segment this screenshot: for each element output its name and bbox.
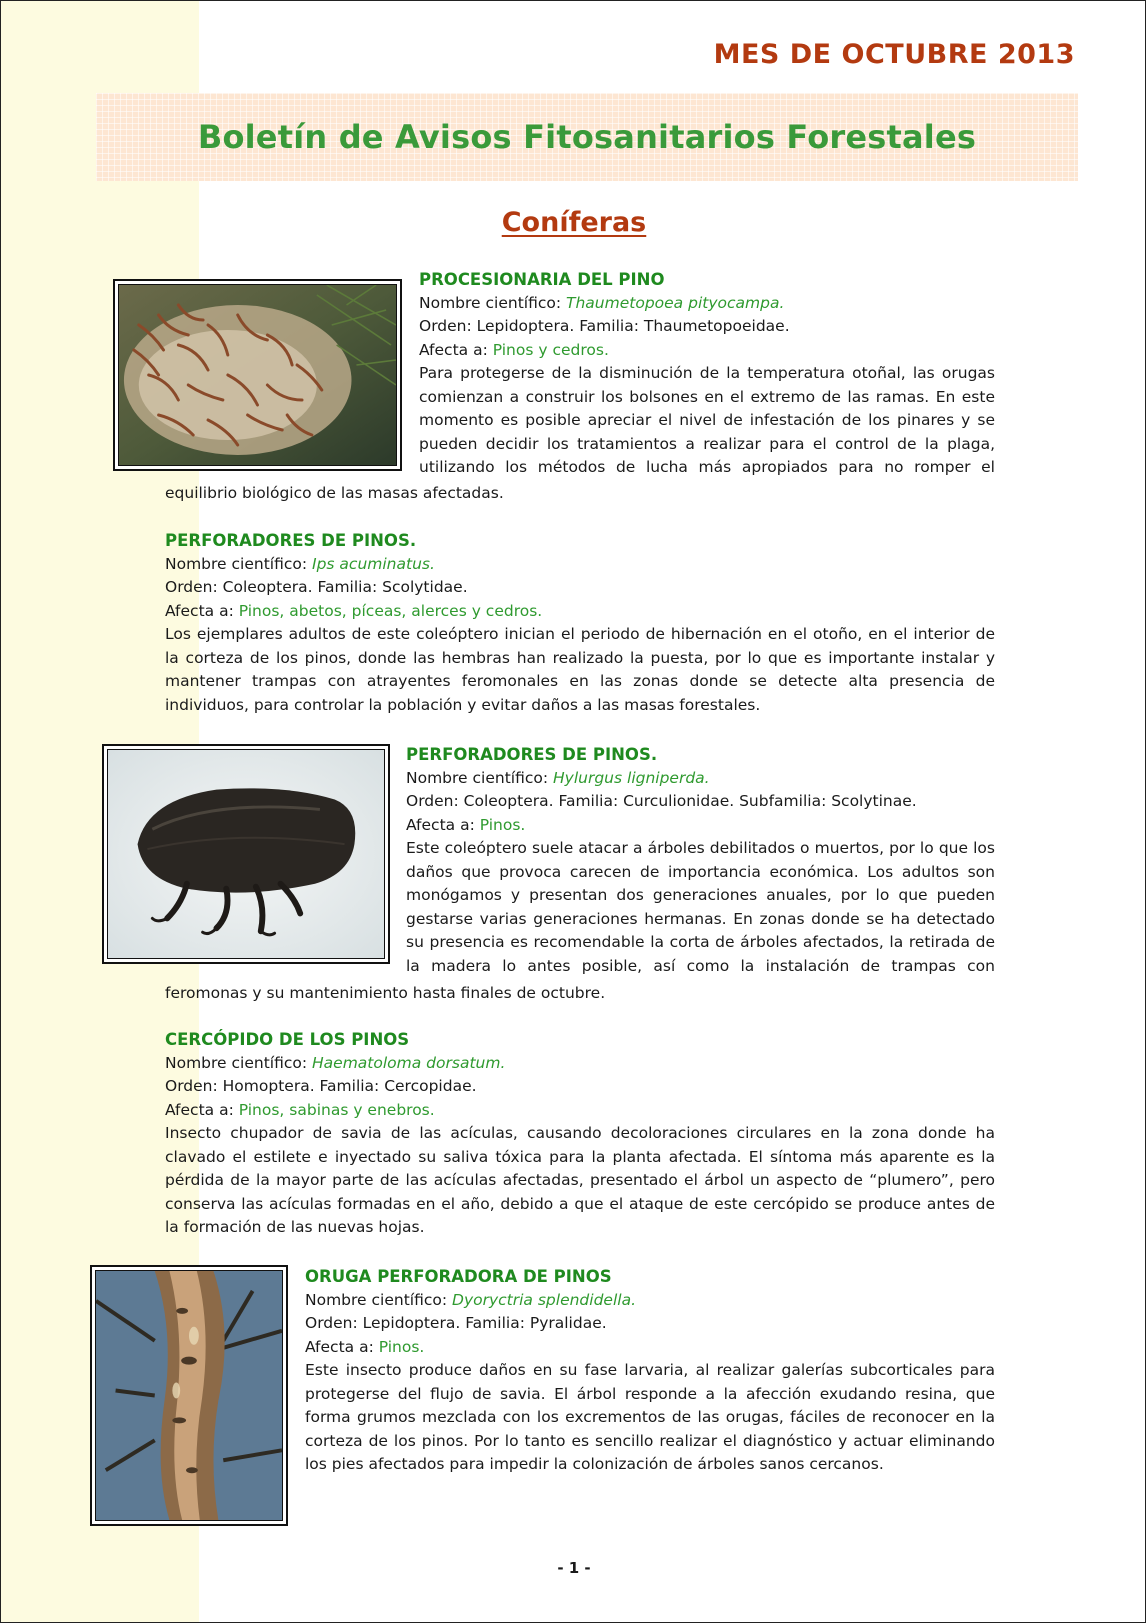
pest-2-block [165, 529, 995, 717]
pine-trunk-image [96, 1271, 282, 1520]
pest-5-scientific-name: Dyoryctria splendidella. [452, 1290, 636, 1309]
pest-2-affects: Pinos, abetos, píceas, alerces y cedros. [238, 601, 543, 620]
pest-4-scientific-label: Nombre científico: [165, 1053, 308, 1072]
pest-2-affects-line [165, 600, 995, 624]
pest-4-affects-line [165, 1099, 995, 1123]
pest-2-description: Los ejemplares adultos de este coleóptero inician el periodo de hibernación en el otoño, en el interior de la corteza de los pinos, donde las hembras han realizado la puesta, por lo que es importante instalar y mantener trampas con atrayentes feromonales en las zonas donde se detecte alta presencia de individuos, para controlar la población y evitar daños a las masas forestales. [165, 625, 995, 714]
pest-3-affects-label: Afecta a: [406, 815, 475, 834]
pest-1-description: Para protegerse de la disminución de la temperatura otoñal, las orugas comienzan a construir los bolsones en el extremo de las ramas. En este momento es posible apreciar el nivel de infestación de los pinares y se pueden decidir los tratamientos a realizar para el control de la plaga, utilizando los métodos de lucha más apropiados para no romper el [419, 364, 995, 476]
pest-5-order: Orden: Lepidoptera. Familia: Pyralidae. [305, 1314, 607, 1332]
pest-1-affects-line [419, 339, 995, 363]
pest-1-name: PROCESIONARIA DEL PINO [419, 270, 665, 289]
pest-5-scientific-label: Nombre científico: [305, 1290, 448, 1309]
pest-3-description-tail: feromonas y su mantenimiento hasta finales de octubre. [165, 984, 606, 1002]
processionary-caterpillars-image [119, 285, 396, 465]
pest-3-scientific-line [406, 767, 995, 791]
pest-3-name: PERFORADORES DE PINOS. [406, 745, 658, 764]
pest-3-scientific-name: Hylurgus ligniperda. [553, 768, 710, 787]
pest-1-affects: Pinos y cedros. [492, 340, 609, 359]
bulletin-title: Boletín de Avisos Fitosanitarios Forestales [197, 118, 977, 156]
pest-1-block [419, 268, 995, 480]
pest-5-affects-label: Afecta a: [305, 1337, 374, 1356]
pest-3-order: Orden: Coleoptera. Familia: Curculionidae. Subfamilia: Scolytinae. [406, 792, 917, 810]
pest-3-scientific-label: Nombre científico: [406, 768, 549, 787]
page-number: - 1 - [557, 1559, 591, 1577]
pest-4-block [165, 1028, 995, 1240]
pest-5-scientific-line [305, 1289, 995, 1313]
pest-1-affects-label: Afecta a: [419, 340, 488, 359]
pest-4-name: CERCÓPIDO DE LOS PINOS [165, 1030, 410, 1049]
pest-2-order: Orden: Coleoptera. Familia: Scolytidae. [165, 578, 468, 596]
pest-2-scientific-label: Nombre científico: [165, 554, 308, 573]
pest-5-affects-line [305, 1336, 995, 1360]
pest-3-affects: Pinos. [479, 815, 526, 834]
pest-1-scientific-name: Thaumetopoea pityocampa. [566, 293, 785, 312]
pest-3-description-tail-block [165, 982, 995, 1006]
pest-4-affects-label: Afecta a: [165, 1100, 234, 1119]
pest-4-scientific-line [165, 1052, 995, 1076]
beetle-image [108, 750, 384, 958]
dioryctria-photo [90, 1265, 288, 1526]
pest-1-scientific-label: Nombre científico: [419, 293, 562, 312]
pest-1-description-tail-block [165, 482, 995, 506]
pest-2-scientific-name: Ips acuminatus. [312, 554, 435, 573]
pest-5-block [305, 1265, 995, 1477]
pest-4-affects: Pinos, sabinas y enebros. [238, 1100, 435, 1119]
hylurgus-photo [102, 744, 390, 964]
pest-1-order: Orden: Lepidoptera. Familia: Thaumetopoeidae. [419, 317, 790, 335]
pest-5-affects: Pinos. [378, 1337, 425, 1356]
pest-4-scientific-name: Haematoloma dorsatum. [312, 1053, 506, 1072]
processionary-photo [113, 279, 402, 471]
pest-1-scientific-line [419, 292, 995, 316]
pest-2-scientific-line [165, 553, 995, 577]
pest-2-affects-label: Afecta a: [165, 601, 234, 620]
pest-3-block [406, 743, 995, 978]
bulletin-month: MES DE OCTUBRE 2013 [713, 39, 1075, 70]
pest-5-description: Este insecto produce daños en su fase larvaria, al realizar galerías subcorticales para protegerse del flujo de savia. El árbol responde a la afección exudando resina, que forma grumos mezclada con los excrementos de las orugas, fáciles de reconocer en la corteza de los pinos. Por lo tanto es sencillo realizar el diagnóstico y actuar eliminando los pies afectados para impedir la colonización de árboles sanos cercanos. [305, 1361, 995, 1473]
section-title-conifers: Coníferas [501, 207, 647, 238]
pest-4-order: Orden: Homoptera. Familia: Cercopidae. [165, 1077, 477, 1095]
pest-5-name: ORUGA PERFORADORA DE PINOS [305, 1267, 612, 1286]
pest-3-description: Este coleóptero suele atacar a árboles debilitados o muertos, por lo que los daños que provoca carecen de importancia económica. Los adultos son monógamos y presentan dos generaciones anuales, por lo que pueden gestarse varias generaciones hermanas. En zonas donde se ha detectado su presencia es recomendable la corta de árboles afectados, la retirada de la madera lo antes posible, así como la instalación de trampas con [406, 839, 995, 975]
pest-2-name: PERFORADORES DE PINOS. [165, 531, 417, 550]
section-heading [1, 207, 1146, 238]
pest-3-affects-line [406, 814, 995, 838]
pest-1-description-tail: equilibrio biológico de las masas afectadas. [165, 484, 504, 502]
pest-4-description: Insecto chupador de savia de las acículas, causando decoloraciones circulares en la zona donde ha clavado el estilete e inyectado su saliva tóxica para la planta afectada. El síntoma más aparente es la pérdida de la mayor parte de las acículas afectadas, presentado el árbol un aspecto de “plumero”, pero conserva las acículas formadas en el año, debido a que el ataque de este cercópido se produce antes de la formación de las nuevas hojas. [165, 1124, 995, 1236]
title-banner [96, 93, 1078, 181]
